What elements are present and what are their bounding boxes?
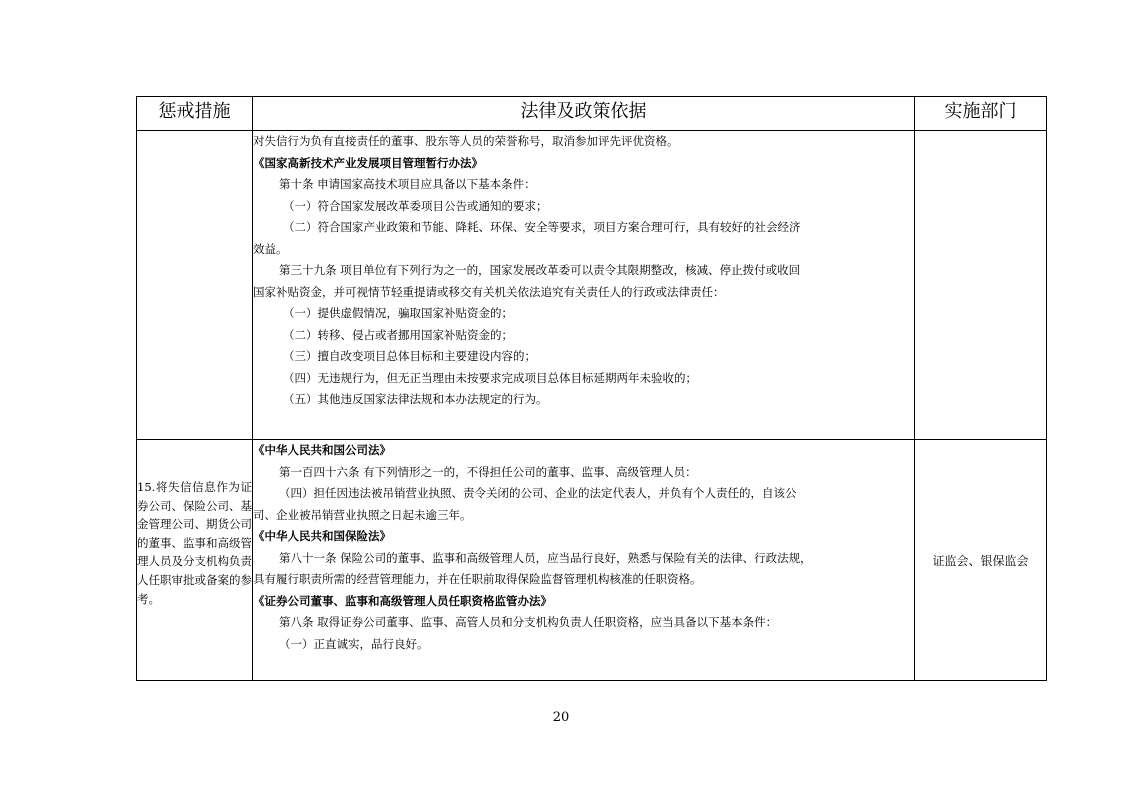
clause-line: 对失信行为负有直接责任的董事、股东等人员的荣誉称号，取消参加评先评优资格。 bbox=[253, 134, 679, 148]
clause-line: 司、企业被吊销营业执照之日起未逾三年。 bbox=[253, 507, 472, 522]
table-header-row bbox=[137, 97, 1047, 131]
legal-basis-cell bbox=[253, 440, 915, 681]
department-cell: 证监会、银保监会 bbox=[915, 440, 1047, 681]
clause-line: （三）擅自改变项目总体目标和主要建设内容的； bbox=[283, 349, 536, 363]
policy-table bbox=[136, 96, 1047, 681]
law-title: 《中华人民共和国公司法》 bbox=[253, 443, 391, 457]
clause-line: （二）转移、侵占或者挪用国家补贴资金的； bbox=[283, 327, 513, 342]
table-row bbox=[137, 131, 1047, 440]
page-number: 20 bbox=[552, 710, 570, 725]
clause-line: （二）符合国家产业政策和节能、降耗、环保、安全等要求，项目方案合理可行，具有较好的社会经济 bbox=[283, 220, 801, 234]
clause-line: （五）其他违反国家法律法规和本办法规定的行为。 bbox=[283, 392, 548, 406]
measure-cell bbox=[137, 440, 253, 681]
clause-line: （一）提供虚假情况，骗取国家补贴资金的； bbox=[283, 306, 513, 320]
clause-line: （一）符合国家发展改革委项目公告或通知的要求； bbox=[283, 198, 548, 213]
header-legal-basis: 法律及政策依据 bbox=[253, 97, 915, 131]
clause-line: 第八十一条 保险公司的董事、监事和高级管理人员，应当品行良好，熟悉与保险有关的法律、行政法规， bbox=[279, 550, 812, 565]
clause-line: 第八条 取得证券公司董事、监事、高管人员和分支机构负责人任职资格，应当具备以下基本条件： bbox=[279, 615, 778, 629]
department-cell bbox=[915, 131, 1047, 440]
clause-line: 第十条 申请国家高技术项目应具备以下基本条件： bbox=[279, 177, 536, 191]
clause-line: 国家补贴资金，并可视情节轻重提请或移交有关机关依法追究有关责任人的行政或法律责任： bbox=[253, 284, 725, 299]
clause-line: 第三十九条 项目单位有下列行为之一的，国家发展改革委可以责令其限期整改，核减、停止拨付或收回 bbox=[279, 263, 801, 277]
clause-line: 具有履行职责所需的经营管理能力，并在任职前取得保险监督管理机构核准的任职资格。 bbox=[253, 572, 702, 586]
clause-line: （一）正直诚实，品行良好。 bbox=[279, 636, 429, 651]
header-department: 实施部门 bbox=[915, 97, 1047, 131]
clause-line: （四）担任因违法被吊销营业执照、责令关闭的公司、企业的法定代表人，并负有个人责任的，自该公 bbox=[279, 486, 797, 500]
measure-cell bbox=[137, 131, 253, 440]
clause-line: （四）无违规行为，但无正当理由未按要求完成项目总体目标延期两年未验收的； bbox=[283, 370, 697, 385]
measure-text: 15.将失信信息作为证券公司、保险公司、基金管理公司、期货公司的董事、监事和高级管理人员及分支机构负责人任职审批或备案的参考。 bbox=[137, 480, 252, 606]
law-title: 《国家高新技术产业发展项目管理暂行办法》 bbox=[253, 155, 483, 170]
legal-basis-cell bbox=[253, 131, 915, 440]
clause-line: 第一百四十六条 有下列情形之一的，不得担任公司的董事、监事、高级管理人员： bbox=[279, 464, 697, 479]
law-title: 《中华人民共和国保险法》 bbox=[253, 529, 391, 543]
table-row bbox=[137, 440, 1047, 681]
clause-line: 效益。 bbox=[253, 241, 288, 256]
law-title: 《证券公司董事、监事和高级管理人员任职资格监管办法》 bbox=[253, 593, 552, 608]
header-measure: 惩戒措施 bbox=[137, 97, 253, 131]
